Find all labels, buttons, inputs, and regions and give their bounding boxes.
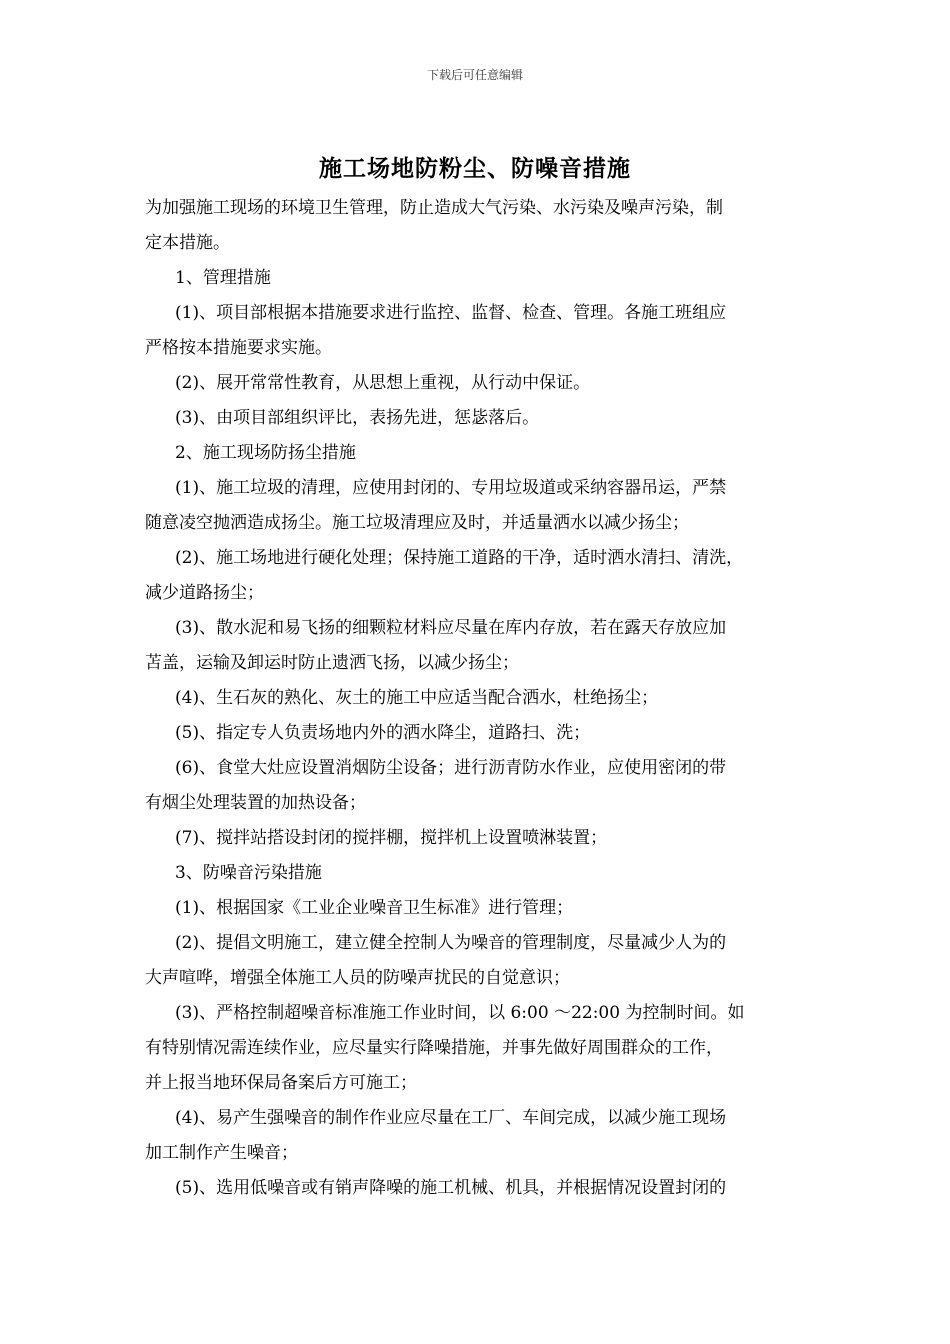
text-line: (5)、指定专人负责场地内外的洒水降尘，道路扫、洗；: [175, 723, 591, 743]
text-line: 为加强施工现场的环境卫生管理，防止造成大气污染、水污染及噪声污染，制: [145, 198, 723, 218]
text-line: (2)、展开常常性教育，从思想上重视，从行动中保证。: [175, 373, 591, 393]
text-line: (5)、选用低噪音或有销声降噪的施工机械、机具，并根据情况设置封闭的: [175, 1178, 727, 1198]
text-line: 3、防噪音污染措施: [175, 863, 322, 883]
text-line: (1)、项目部根据本措施要求进行监控、监督、检查、管理。各施工班组应: [175, 303, 727, 323]
text-line: 减少道路扬尘；: [145, 583, 264, 603]
text-line: (4)、生石灰的熟化、灰土的施工中应适当配合洒水，杜绝扬尘；: [175, 688, 659, 708]
text-line: 严格按本措施要求实施。: [145, 338, 332, 358]
text-line: (1)、根据国家《工业企业噪音卫生标准》进行管理；: [175, 898, 574, 918]
text-line: 苫盖，运输及卸运时防止遗洒飞扬，以减少扬尘；: [145, 653, 519, 673]
text-line: 大声喧哗，增强全体施工人员的防噪声扰民的自觉意识；: [145, 968, 570, 988]
text-line: 随意凌空抛洒造成扬尘。施工垃圾清理应及时，并适量洒水以减少扬尘；: [145, 513, 689, 533]
text-line: 1、管理措施: [175, 268, 271, 288]
text-line: 并上报当地环保局备案后方可施工；: [145, 1073, 417, 1093]
page-header: 下载后可任意编辑: [426, 68, 523, 82]
text-line: (4)、易产生强噪音的制作作业应尽量在工厂、车间完成，以减少施工现场: [175, 1108, 727, 1128]
text-line: (3)、由项目部组织评比，表扬先进，惩毖落后。: [175, 408, 540, 428]
text-line: 定本措施。: [145, 233, 230, 253]
document-title: 施工场地防粉尘、防噪音措施: [319, 155, 631, 182]
text-line: (7)、搅拌站搭设封闭的搅拌棚，搅拌机上设置喷淋装置；: [175, 828, 608, 848]
text-line: 有烟尘处理装置的加热设备；: [145, 793, 366, 813]
text-line: (3)、散水泥和易飞扬的细颗粒材料应尽量在库内存放，若在露天存放应加: [175, 618, 727, 638]
text-line: 2、施工现场防扬尘措施: [175, 443, 356, 463]
text-line: (3)、严格控制超噪音标准施工作业时间，以 6:00 ～22:00 为控制时间。如: [175, 1003, 745, 1023]
text-line: (2)、提倡文明施工，建立健全控制人为噪音的管理制度，尽量减少人为的: [175, 933, 727, 953]
text-line: 加工制作产生噪音；: [145, 1143, 298, 1163]
text-line: 有特别情况需连续作业，应尽量实行降噪措施，并事先做好周围群众的工作，: [145, 1038, 723, 1058]
text-line: (2)、施工场地进行硬化处理；保持施工道路的干净，适时洒水清扫、清洗，: [175, 548, 744, 568]
document-body: [145, 191, 825, 1206]
text-line: (1)、施工垃圾的清理，应使用封闭的、专用垃圾道或采纳容器吊运，严禁: [175, 478, 727, 498]
text-line: (6)、食堂大灶应设置消烟防尘设备；进行沥青防水作业，应使用密闭的带: [175, 758, 727, 778]
